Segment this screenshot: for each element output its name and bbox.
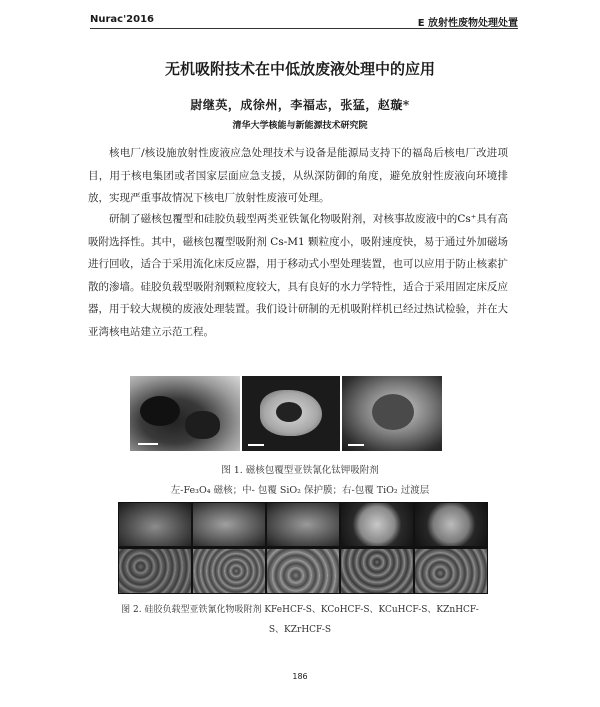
- figure2-caption-line2: S、KZrHCF-S: [268, 625, 332, 635]
- figure2-image-grid: [118, 502, 488, 594]
- paper-title: 无机吸附技术在中低放废液处理中的应用: [164, 60, 435, 78]
- figure1-image-left: [130, 376, 240, 451]
- figure1-caption: 图 1. 磁核包覆型亚铁氰化钛钾吸附剂: [221, 465, 379, 476]
- paragraph-2: 研制了磁核包覆型和硅胶负载型两类亚铁氰化物吸附剂，对核事故废液中的Cs⁺具有高吸附选择性。其中，磁核包覆型吸附剂 Cs-M1 颗粒度小，吸附速度快，易于通过外加磁场进行回收，适合于采用流化床反应器，用于移动式小型处理装置，也可以应用于防止核素扩散的渗墙。硅胶负载型吸附剂颗粒度较大，具有良好的水力学特性，适合于采用固定床反应器，用于较大规模的废液处理装置。我们设计研制的无机吸附样机已经过热试检验，并在大亚湾核电站建立示范工程。: [88, 213, 508, 338]
- page-number: 186: [292, 672, 308, 681]
- header-rule: [90, 28, 518, 29]
- figure1-subcaption: 左-Fe₃O₄ 磁核；中- 包覆 SiO₂ 保护膜；右-包覆 TiO₂ 过渡层: [170, 485, 430, 496]
- affiliation: 清华大学核能与新能源技术研究院: [232, 121, 368, 131]
- author-list: 尉继英，成徐州，李福志，张猛，赵璇*: [190, 98, 410, 112]
- header-left: Nurac'2016: [90, 14, 154, 25]
- paragraph-1: 核电厂/核设施放射性废液应急处理技术与设备是能源局支持下的福岛后核电厂改进项目，用于核电集团或者国家层面应急支援，从纵深防御的角度，避免放射性废液向环境排放，实现严重事故情况下核电厂放射性废液可处理。: [88, 147, 508, 204]
- figure1-image-center: [242, 376, 340, 451]
- figure2-caption-line1: 图 2. 硅胶负载型亚铁氰化物吸附剂 KFeHCF-S、KCoHCF-S、KCuHCF-S、KZnHCF-: [121, 605, 479, 615]
- figure1-image-right: [342, 376, 442, 451]
- header-right: E 放射性废物处理处置: [417, 18, 518, 29]
